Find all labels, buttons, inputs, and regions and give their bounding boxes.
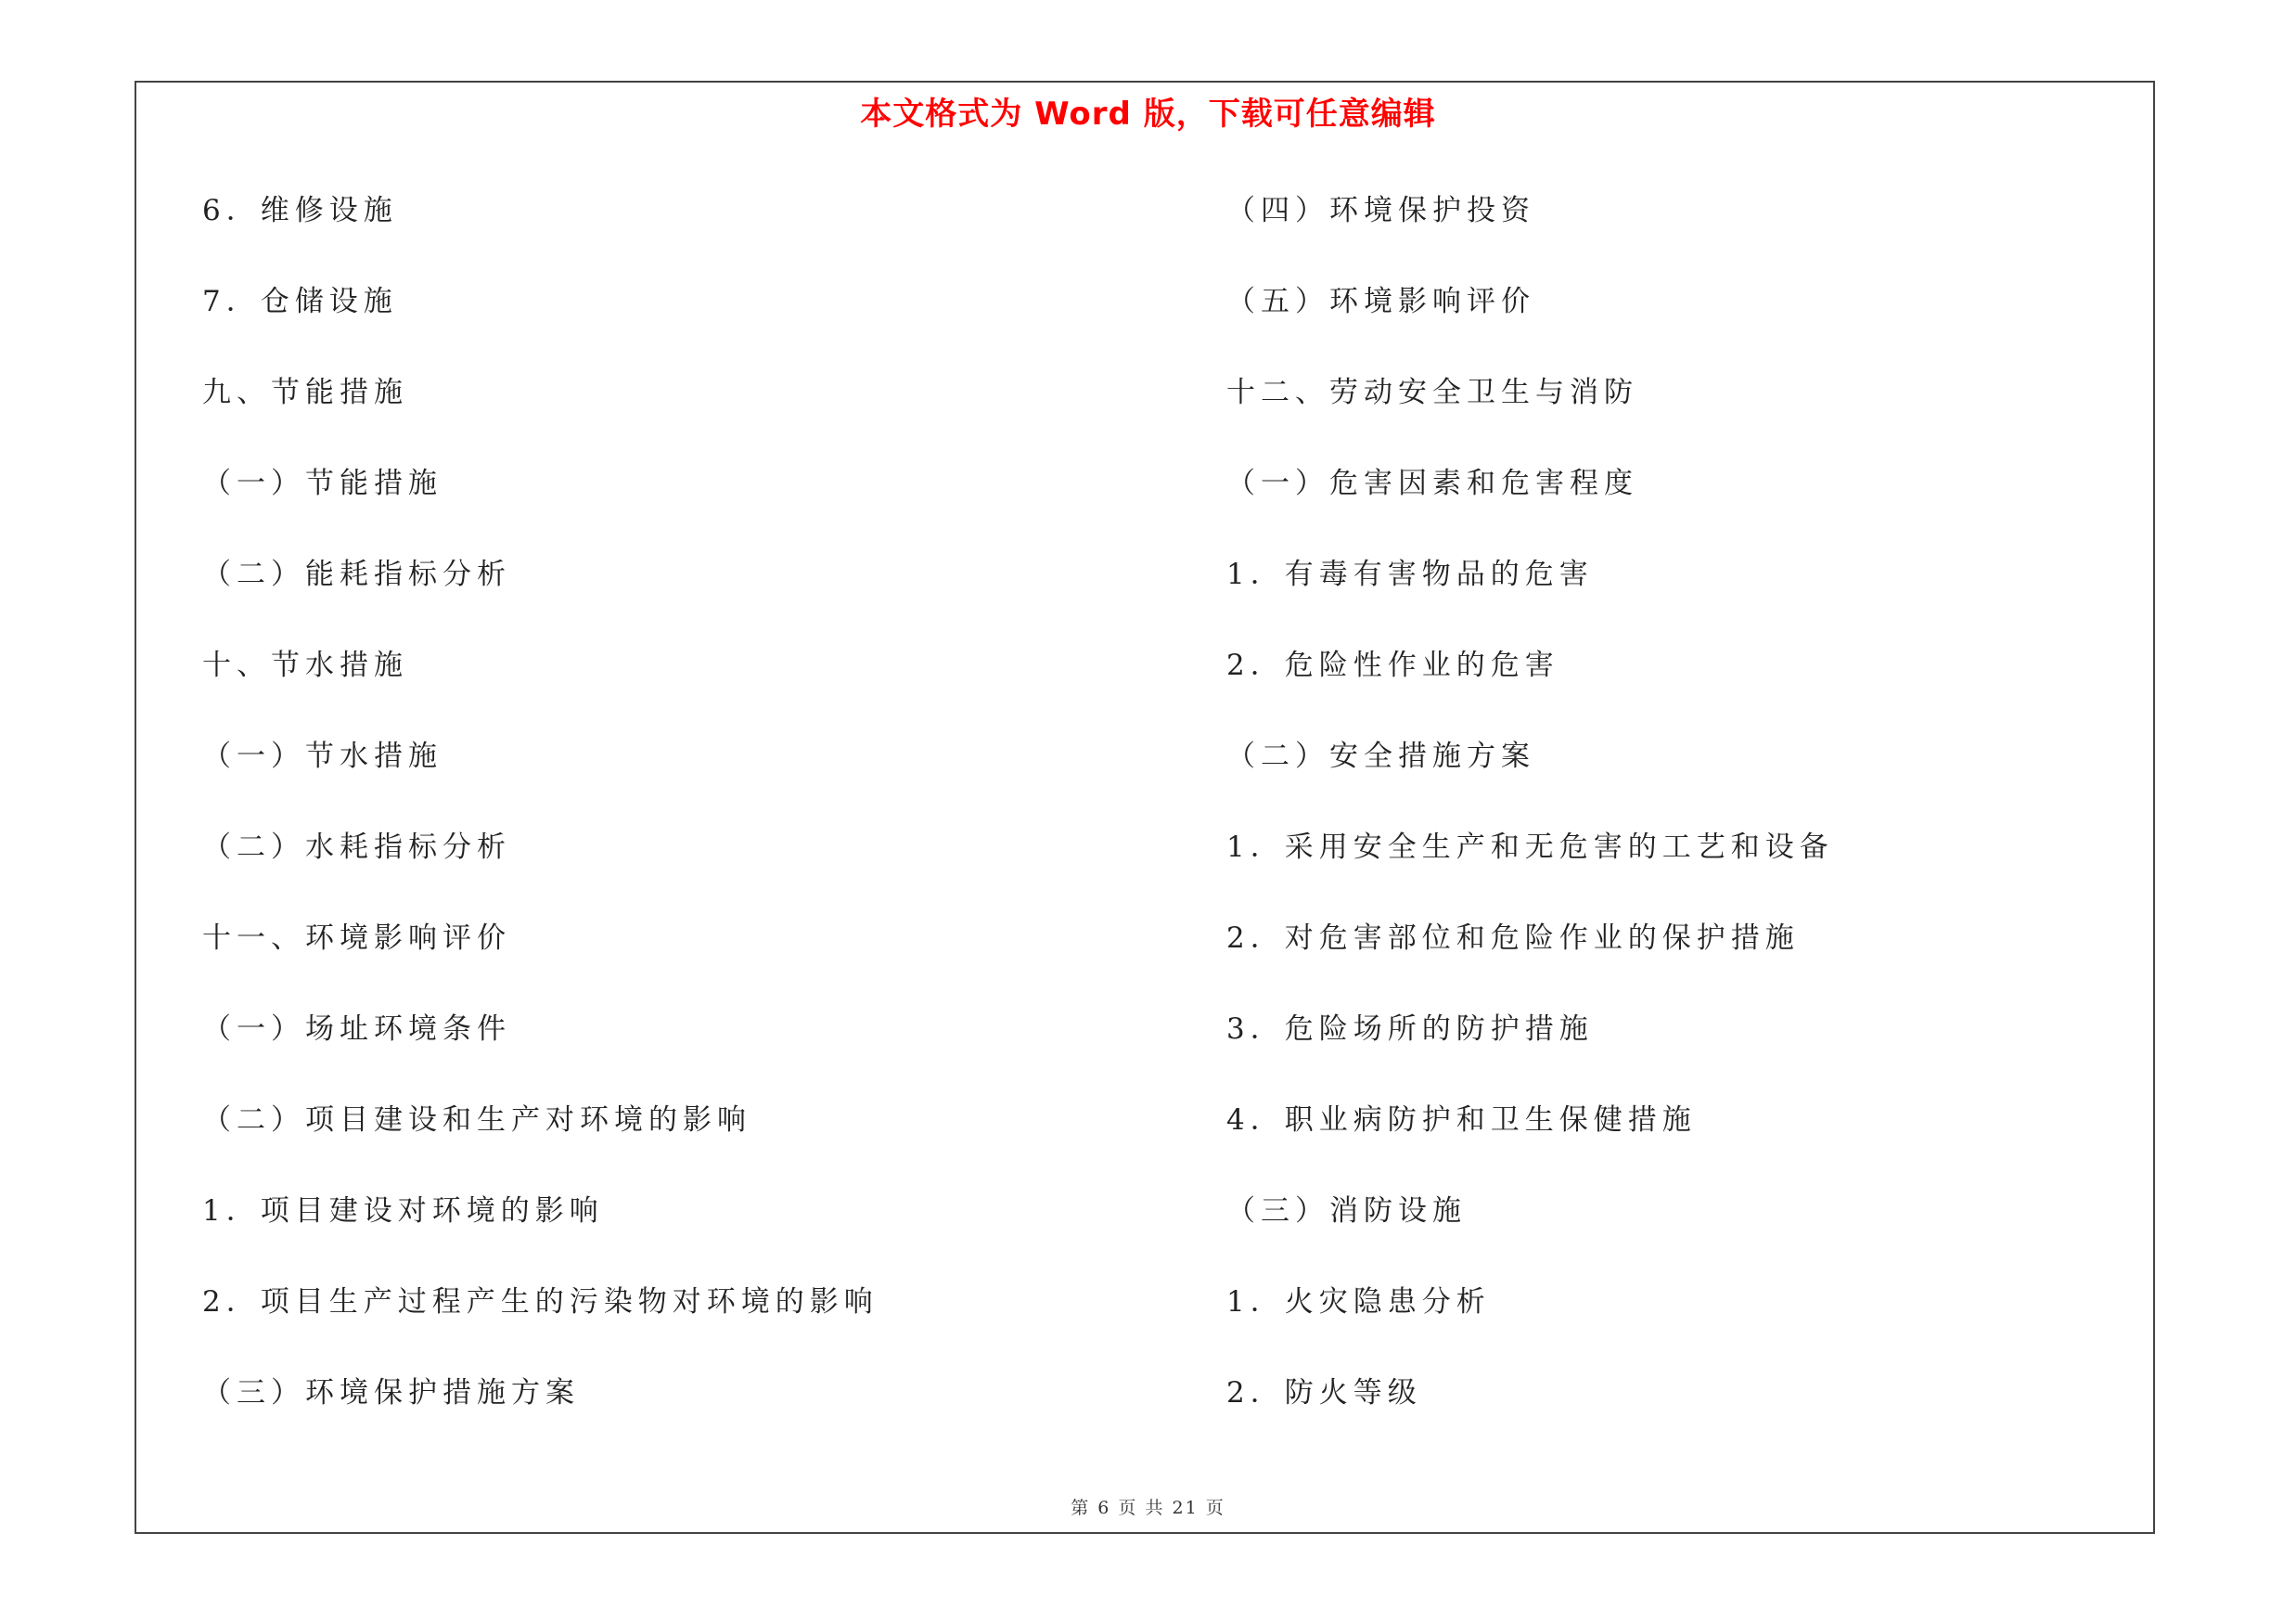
toc-left-column	[202, 186, 879, 1459]
toc-item: 1．采用安全生产和无危害的工艺和设备	[1226, 831, 1834, 864]
toc-item: 十二、劳动安全卫生与消防	[1226, 376, 1638, 409]
toc-item: 2．对危害部位和危险作业的保护措施	[1226, 921, 1800, 955]
toc-item: 十、节水措施	[202, 649, 408, 682]
toc-right-column	[1226, 186, 1834, 1459]
toc-item: 7．仓储设施	[202, 285, 398, 318]
toc-item: （五）环境影响评价	[1226, 285, 1535, 318]
page-number: 第 6 页 共 21 页	[1071, 1498, 1225, 1518]
editable-word-banner: 本文格式为 Word 版，下载可任意编辑	[860, 96, 1436, 133]
toc-item: 1．有毒有害物品的危害	[1226, 558, 1594, 591]
toc-item: 4．职业病防护和卫生保健措施	[1226, 1103, 1697, 1137]
toc-item: （三）消防设施	[1226, 1194, 1467, 1228]
toc-item: 2．项目生产过程产生的污染物对环境的影响	[202, 1285, 879, 1319]
toc-item: （三）环境保护措施方案	[202, 1376, 580, 1410]
toc-item: 2．危险性作业的危害	[1226, 649, 1559, 682]
toc-item: 九、节能措施	[202, 376, 408, 409]
toc-item: 十一、环境影响评价	[202, 921, 511, 955]
toc-item: （一）场址环境条件	[202, 1012, 511, 1046]
toc-item: （二）项目建设和生产对环境的影响	[202, 1103, 751, 1137]
toc-item: 1．火灾隐患分析	[1226, 1285, 1491, 1319]
toc-item: （四）环境保护投资	[1226, 194, 1535, 227]
toc-item: （二）能耗指标分析	[202, 558, 511, 591]
toc-item: （一）节水措施	[202, 740, 443, 773]
toc-item: 3．危险场所的防护措施	[1226, 1012, 1594, 1046]
toc-item: 2．防火等级	[1226, 1376, 1422, 1410]
toc-item: （二）水耗指标分析	[202, 831, 511, 864]
toc-item: （一）危害因素和危害程度	[1226, 467, 1638, 500]
toc-item: 6．维修设施	[202, 194, 398, 227]
toc-item: （二）安全措施方案	[1226, 740, 1535, 773]
toc-item: （一）节能措施	[202, 467, 443, 500]
toc-item: 1．项目建设对环境的影响	[202, 1194, 604, 1228]
